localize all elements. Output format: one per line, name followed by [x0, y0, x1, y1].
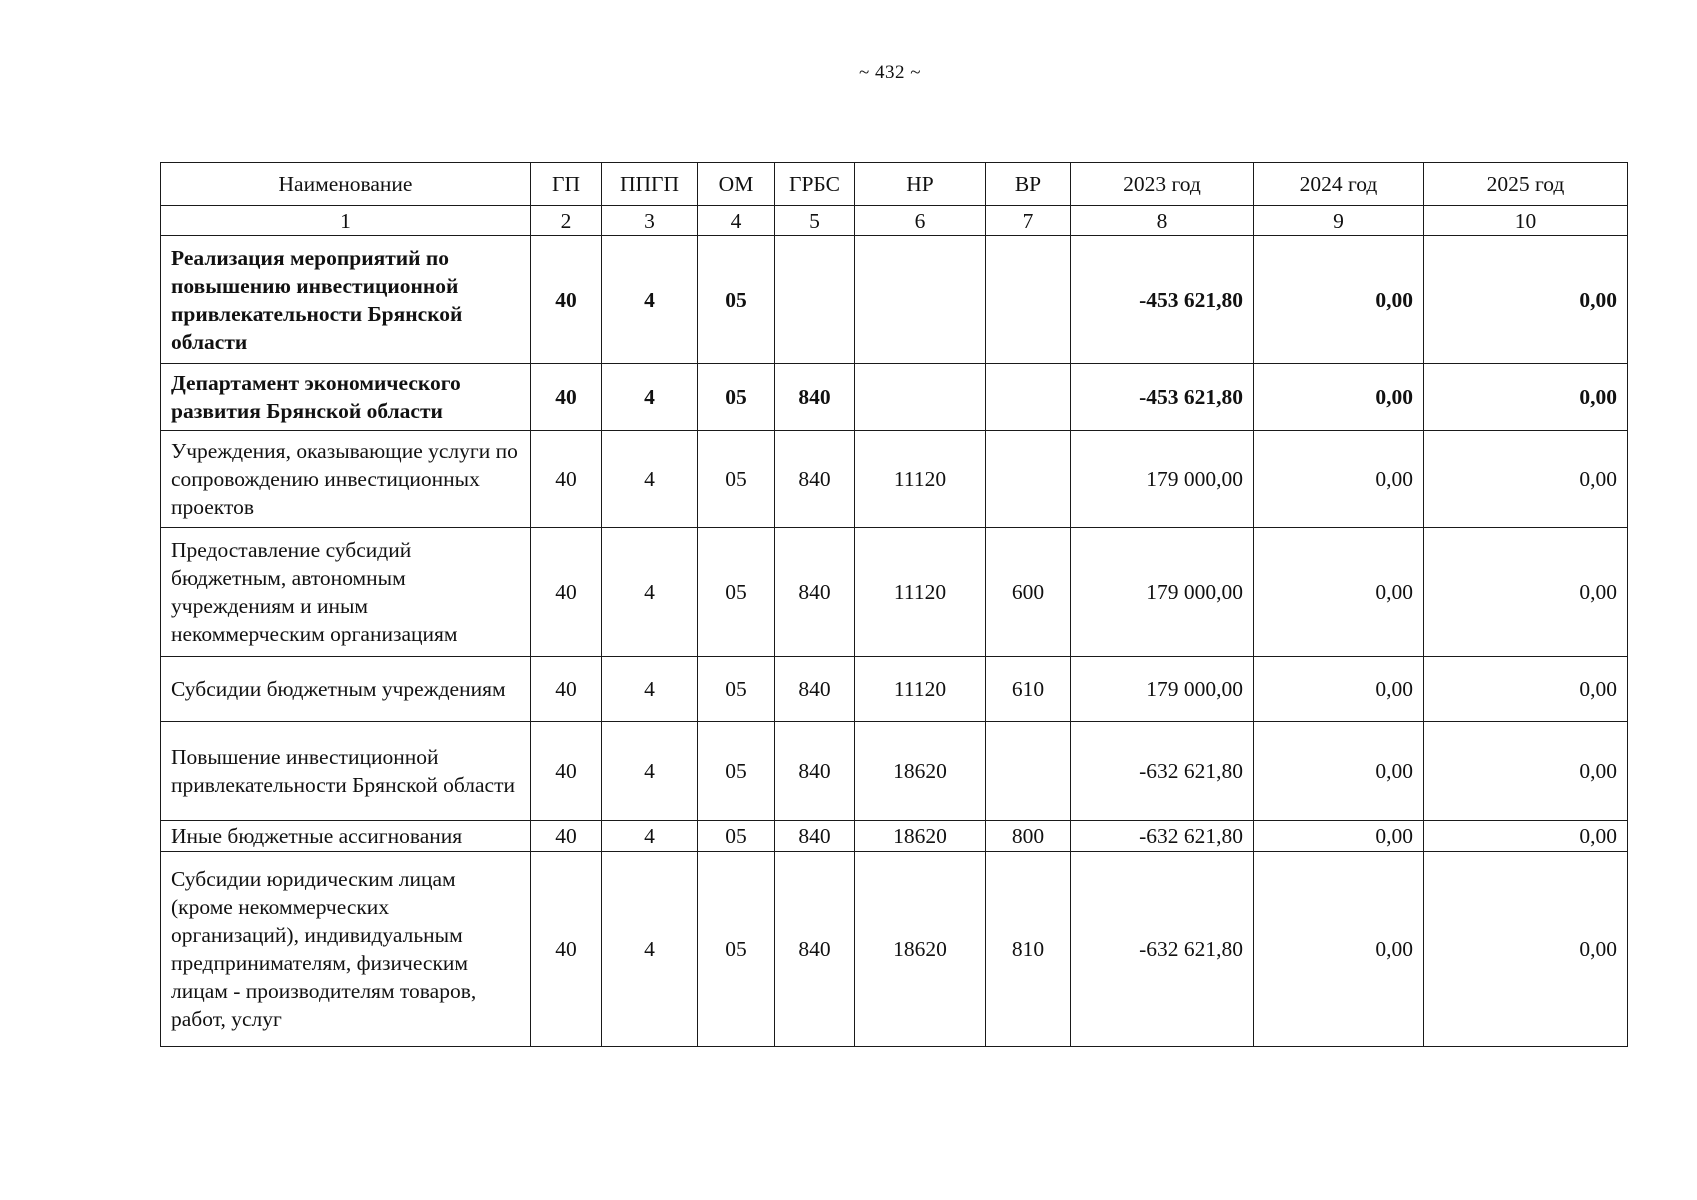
cell-ppgp: 4	[602, 657, 698, 722]
cell-2023: 179 000,00	[1071, 657, 1254, 722]
cell-2023: -453 621,80	[1071, 364, 1254, 431]
header-nr: НР	[855, 163, 986, 206]
cell-vr: 600	[986, 528, 1071, 657]
cell-2023: 179 000,00	[1071, 431, 1254, 528]
cell-om: 05	[698, 364, 775, 431]
cell-grbs: 840	[775, 657, 855, 722]
cell-2025: 0,00	[1424, 852, 1628, 1047]
cell-grbs: 840	[775, 821, 855, 852]
cell-2024: 0,00	[1254, 528, 1424, 657]
cell-grbs: 840	[775, 528, 855, 657]
column-number: 5	[775, 206, 855, 236]
cell-om: 05	[698, 528, 775, 657]
cell-2024: 0,00	[1254, 821, 1424, 852]
column-number: 4	[698, 206, 775, 236]
cell-om: 05	[698, 431, 775, 528]
cell-grbs: 840	[775, 852, 855, 1047]
cell-2024: 0,00	[1254, 236, 1424, 364]
cell-nr: 18620	[855, 722, 986, 821]
cell-grbs	[775, 236, 855, 364]
cell-grbs: 840	[775, 364, 855, 431]
row-name: Предоставление субсидий бюджетным, автономным учреждениям и иным некоммерческим организациям	[161, 528, 531, 657]
cell-ppgp: 4	[602, 852, 698, 1047]
table-row	[161, 821, 1628, 852]
column-number: 10	[1424, 206, 1628, 236]
header-om: ОМ	[698, 163, 775, 206]
cell-nr	[855, 236, 986, 364]
cell-2025: 0,00	[1424, 722, 1628, 821]
column-number: 6	[855, 206, 986, 236]
table-row	[161, 657, 1628, 722]
cell-gp: 40	[531, 657, 602, 722]
cell-2024: 0,00	[1254, 431, 1424, 528]
cell-ppgp: 4	[602, 722, 698, 821]
cell-gp: 40	[531, 528, 602, 657]
table-row	[161, 364, 1628, 431]
row-name: Повышение инвестиционной привлекательности Брянской области	[161, 722, 531, 821]
column-number: 3	[602, 206, 698, 236]
cell-gp: 40	[531, 821, 602, 852]
cell-nr	[855, 364, 986, 431]
cell-gp: 40	[531, 852, 602, 1047]
cell-om: 05	[698, 821, 775, 852]
cell-nr: 11120	[855, 657, 986, 722]
column-number: 7	[986, 206, 1071, 236]
cell-2024: 0,00	[1254, 722, 1424, 821]
cell-gp: 40	[531, 722, 602, 821]
header-ppgp: ППГП	[602, 163, 698, 206]
column-number: 2	[531, 206, 602, 236]
cell-2023: -453 621,80	[1071, 236, 1254, 364]
cell-vr	[986, 431, 1071, 528]
cell-om: 05	[698, 657, 775, 722]
cell-grbs: 840	[775, 722, 855, 821]
header-grbs: ГРБС	[775, 163, 855, 206]
budget-table	[160, 162, 1628, 1047]
cell-vr	[986, 236, 1071, 364]
cell-grbs: 840	[775, 431, 855, 528]
cell-2023: -632 621,80	[1071, 852, 1254, 1047]
cell-ppgp: 4	[602, 528, 698, 657]
header-2023: 2023 год	[1071, 163, 1254, 206]
cell-nr: 11120	[855, 431, 986, 528]
cell-vr: 800	[986, 821, 1071, 852]
header-vr: ВР	[986, 163, 1071, 206]
cell-om: 05	[698, 722, 775, 821]
cell-vr	[986, 722, 1071, 821]
row-name: Субсидии юридическим лицам (кроме некоммерческих организаций), индивидуальным предпринимателям, физическим лицам - производителям товаров, работ, услуг	[161, 852, 531, 1047]
column-number: 1	[161, 206, 531, 236]
header-2024: 2024 год	[1254, 163, 1424, 206]
cell-2025: 0,00	[1424, 528, 1628, 657]
table-row	[161, 852, 1628, 1047]
row-name: Субсидии бюджетным учреждениям	[161, 657, 531, 722]
cell-ppgp: 4	[602, 821, 698, 852]
header-row	[161, 163, 1628, 206]
cell-2025: 0,00	[1424, 431, 1628, 528]
table-row	[161, 431, 1628, 528]
cell-om: 05	[698, 852, 775, 1047]
row-name: Учреждения, оказывающие услуги по сопровождению инвестиционных проектов	[161, 431, 531, 528]
cell-nr: 18620	[855, 821, 986, 852]
cell-2025: 0,00	[1424, 821, 1628, 852]
cell-gp: 40	[531, 364, 602, 431]
column-number: 9	[1254, 206, 1424, 236]
column-number-row	[161, 206, 1628, 236]
cell-2024: 0,00	[1254, 364, 1424, 431]
cell-nr: 11120	[855, 528, 986, 657]
cell-vr	[986, 364, 1071, 431]
row-name: Реализация мероприятий по повышению инвестиционной привлекательности Брянской области	[161, 236, 531, 364]
cell-2025: 0,00	[1424, 364, 1628, 431]
cell-2025: 0,00	[1424, 657, 1628, 722]
cell-2023: -632 621,80	[1071, 821, 1254, 852]
row-name: Иные бюджетные ассигнования	[161, 821, 531, 852]
table-row	[161, 722, 1628, 821]
cell-gp: 40	[531, 236, 602, 364]
cell-2024: 0,00	[1254, 657, 1424, 722]
cell-nr: 18620	[855, 852, 986, 1047]
cell-ppgp: 4	[602, 236, 698, 364]
cell-2023: -632 621,80	[1071, 722, 1254, 821]
cell-2025: 0,00	[1424, 236, 1628, 364]
table-row	[161, 236, 1628, 364]
cell-gp: 40	[531, 431, 602, 528]
cell-vr: 810	[986, 852, 1071, 1047]
cell-2024: 0,00	[1254, 852, 1424, 1047]
header-name: Наименование	[161, 163, 531, 206]
cell-ppgp: 4	[602, 364, 698, 431]
column-number: 8	[1071, 206, 1254, 236]
cell-vr: 610	[986, 657, 1071, 722]
cell-2023: 179 000,00	[1071, 528, 1254, 657]
table-row	[161, 528, 1628, 657]
cell-ppgp: 4	[602, 431, 698, 528]
row-name: Департамент экономического развития Брянской области	[161, 364, 531, 431]
header-2025: 2025 год	[1424, 163, 1628, 206]
header-gp: ГП	[531, 163, 602, 206]
page-number: ~ 432 ~	[858, 62, 922, 83]
cell-om: 05	[698, 236, 775, 364]
